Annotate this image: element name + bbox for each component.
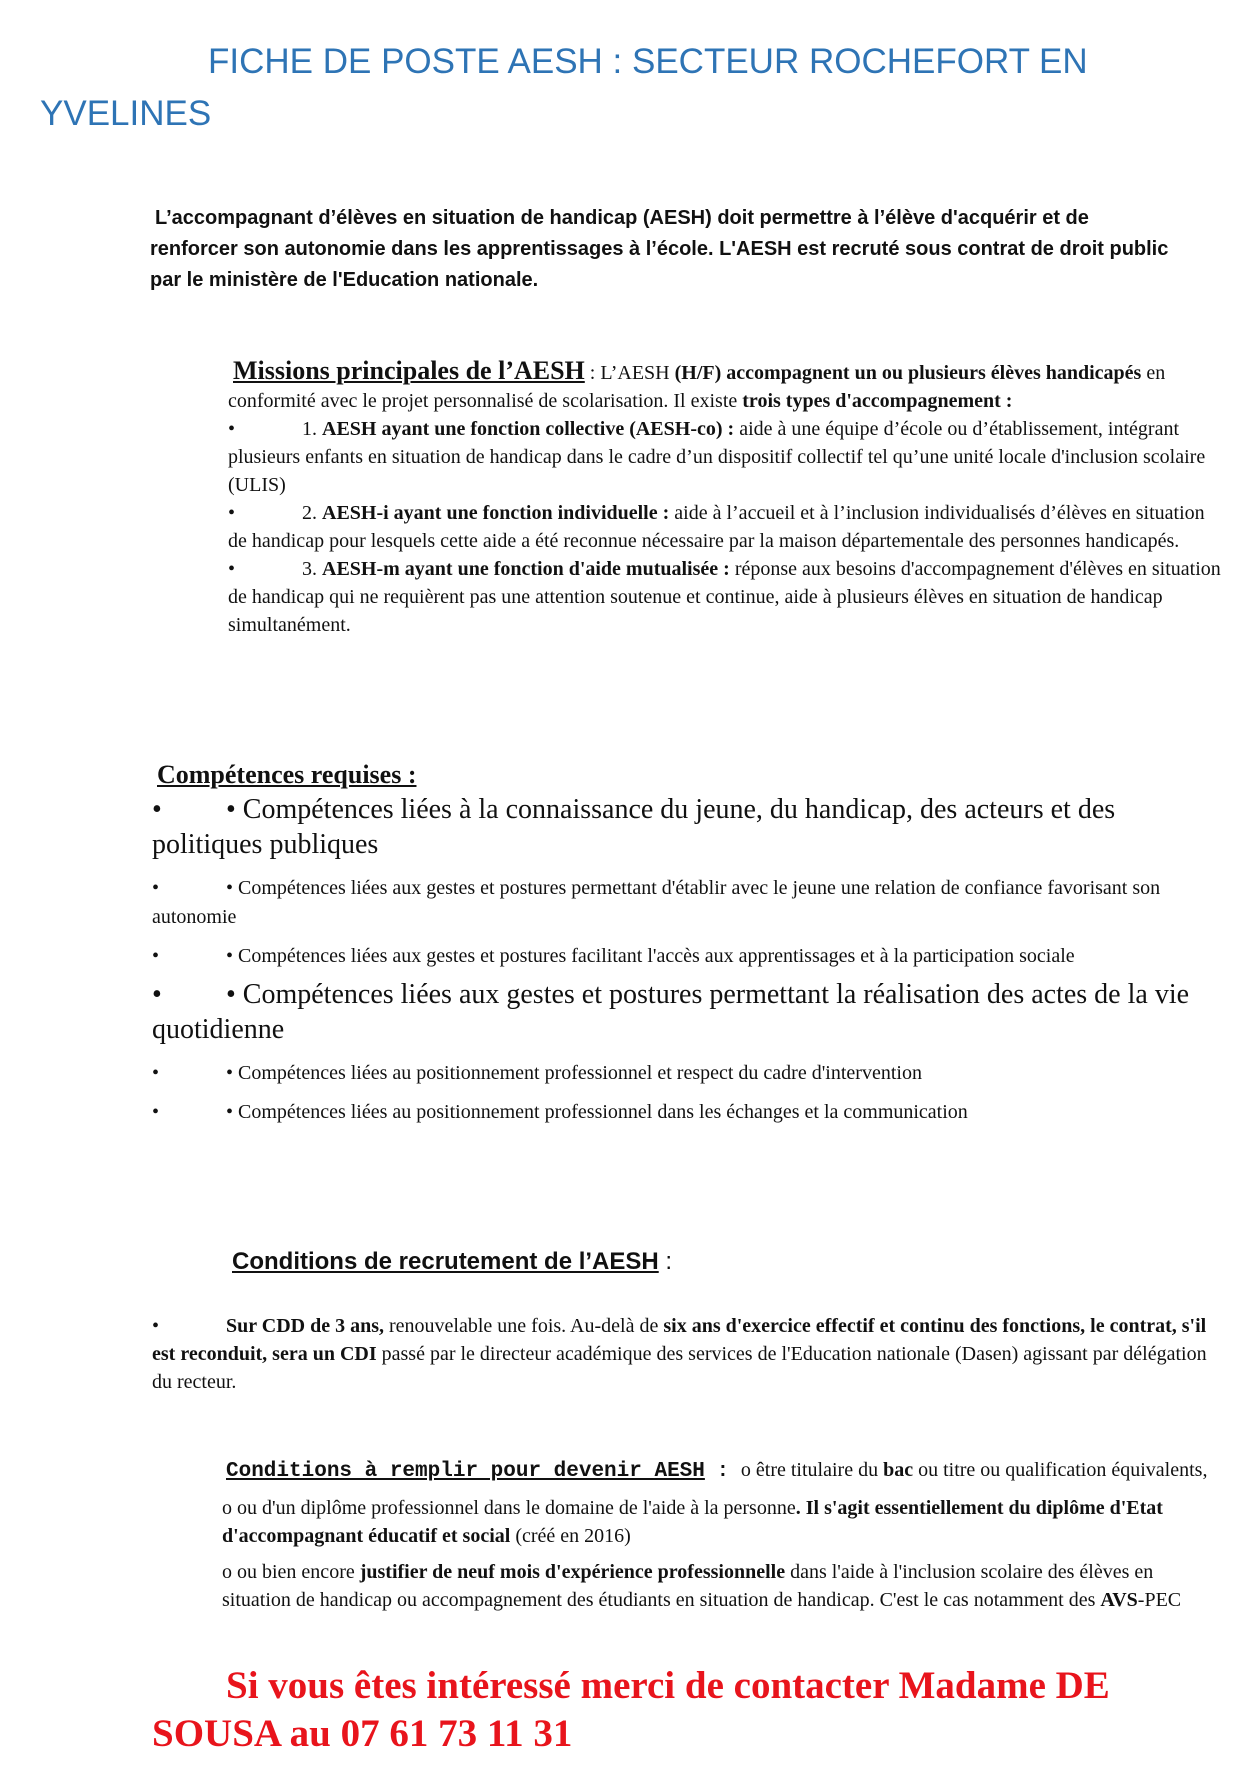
recrutement-heading-line [232,1245,1232,1279]
remplir-bold: . Il s'agit essentiellement du [795,1497,1036,1519]
missions-item [228,415,1228,499]
intro-line: L’accompagnant d’élèves en situation de handicap (AESH) doit permettre à l’élève d'acquérir et de [155,207,1089,229]
circle-bullet: o [222,1561,232,1583]
missions-heading: Missions principales de l’AESH [233,356,585,385]
missions-item-num: 2. [302,502,322,524]
missions-text: L’AESH [600,362,675,384]
bullet: • [228,418,236,440]
missions-colon: : [584,362,601,384]
missions-item-num: 1. [302,418,322,440]
bullet: • [152,979,162,1010]
intro-line: par le ministère de l'Education nationale. [150,269,539,291]
missions-item [228,555,1228,639]
remplir-bold: diplôme d'Etat d'accompagnant éducatif et social [222,1497,1163,1547]
competence-text: • Compétences liées à la connaissance du jeune, du handicap, des acteurs et des politiques publiques [152,794,1116,860]
circle-bullet: o [222,1497,232,1519]
contact-callout: Si vous êtes intéressé merci de contacter Madame DE SOUSA au 07 61 73 11 31 [152,1664,1110,1755]
recrutement-paragraph [152,1312,1222,1396]
missions-text-bold: trois types d'accompagnement : [742,390,1013,412]
bullet: • [228,558,236,580]
competence-item [152,874,1212,932]
remplir-text: dans l'aide à l'inclusion scolaire des élèves en situation de handicap ou accompagnement des étudiants en situation de handicap. C'est le cas notamment des [222,1561,1154,1611]
remplir-heading: Conditions à remplir pour devenir AESH [226,1460,705,1483]
missions-text: en conformité avec le projet personnalisé de scolarisation. Il existe [228,362,1166,412]
competences-heading: Compétences requises : [157,760,417,789]
remplir-text: (créé en 2016) [510,1525,631,1547]
remplir-text: ou titre ou qualification équivalents, [913,1459,1208,1481]
remplir-bold: AVS [1100,1589,1138,1611]
recrutement-heading: Conditions de recrutement de l’AESH [232,1248,659,1275]
missions-text-bold: (H/F) accompagnent un ou plusieurs élèves handicapés [674,362,1142,384]
remplir-option [152,1558,1227,1614]
missions-item-title: AESH-i ayant une fonction individuelle : [322,502,670,524]
competence-text: • Compétences liées au positionnement professionnel dans les échanges et la communication [226,1101,968,1123]
remplir-first [152,1456,1227,1486]
competence-item [152,792,1212,862]
remplir-bold: bac [883,1459,914,1481]
missions-intro [228,357,1228,415]
intro-paragraph [150,203,1230,296]
remplir-bold: justifier de neuf mois d'expérience professionnelle [359,1561,786,1583]
bullet: • [228,502,236,524]
missions-item-text: réponse aux besoins d'accompagnement d'élèves en situation de handicap qui ne requièrent pas une attention soutenue et continue, aide à plusieurs élèves en situation de handicap simultanément. [228,558,1221,636]
missions-section [228,357,1228,639]
remplir-text: ou d'un diplôme professionnel dans le domaine de l'aide à la personne [232,1497,796,1519]
recrutement-text: renouvelable une fois. Au-delà de [384,1315,664,1337]
competence-item [152,1059,1212,1088]
recrutement-colon: : [658,1248,673,1275]
remplir-option [152,1494,1227,1550]
bullet: • [152,1315,160,1337]
remplir-text: -PEC [1137,1589,1182,1611]
missions-item [228,499,1228,555]
page-title: FICHE DE POSTE AESH : SECTEUR ROCHEFORT EN YVELINES [40,42,1088,133]
missions-item-title: AESH-m ayant une fonction d'aide mutualisée : [322,558,730,580]
intro-line: renforcer son autonomie dans les apprentissages à l’école. L'AESH est recruté sous contrat de droit public [150,238,1169,260]
recrutement-text: passé par le directeur académique des services de l'Education nationale (Dasen) agissant par délégation du recteur. [152,1343,1207,1393]
competence-text: • Compétences liées aux gestes et postures permettant la réalisation des actes de la vie quotidienne [152,979,1190,1045]
bullet: • [152,1062,160,1084]
missions-item-text: aide à une équipe d’école ou d’établissement, intégrant plusieurs enfants en situation de handicap dans le cadre d’un dispositif collectif tel qu’une unité locale d'inclusion scolaire (ULIS) [228,418,1206,496]
competence-item [152,1098,1212,1127]
competence-item [152,977,1212,1047]
missions-item-num: 3. [302,558,322,580]
competence-text: • Compétences liées aux gestes et postures facilitant l'accès aux apprentissages et à la participation sociale [226,945,1075,967]
remplir-text: ou bien encore [232,1561,360,1583]
competence-item [152,942,1212,971]
recrutement-bold: Sur CDD de 3 ans, [226,1315,384,1337]
competences-section [152,760,1212,1127]
competence-text: • Compétences liées aux gestes et postures permettant d'établir avec le jeune une relation de confiance favorisant son autonomie [152,877,1161,928]
competence-text: • Compétences liées au positionnement professionnel et respect du cadre d'intervention [226,1062,922,1084]
missions-item-title: AESH ayant une fonction collective (AESH-co) : [322,418,735,440]
remplir-text: être titulaire du [750,1459,884,1481]
circle-bullet: o [740,1459,751,1481]
remplir-section [152,1456,1227,1614]
bullet: • [152,1101,160,1123]
remplir-colon: : [704,1460,741,1483]
bullet: • [152,945,160,967]
bullet: • [152,877,160,899]
bullet: • [152,794,162,825]
recrutement-bold: six ans d'exercice effectif et continu des fonctions, le contrat, s'il est reconduit, sera un CDI [152,1315,1207,1365]
missions-item-text: aide à l’accueil et à l’inclusion individualisés d’élèves en situation de handicap pour lesquels cette aide a été reconnue nécessaire par la maison départementale des personnes handicapés. [228,502,1205,552]
